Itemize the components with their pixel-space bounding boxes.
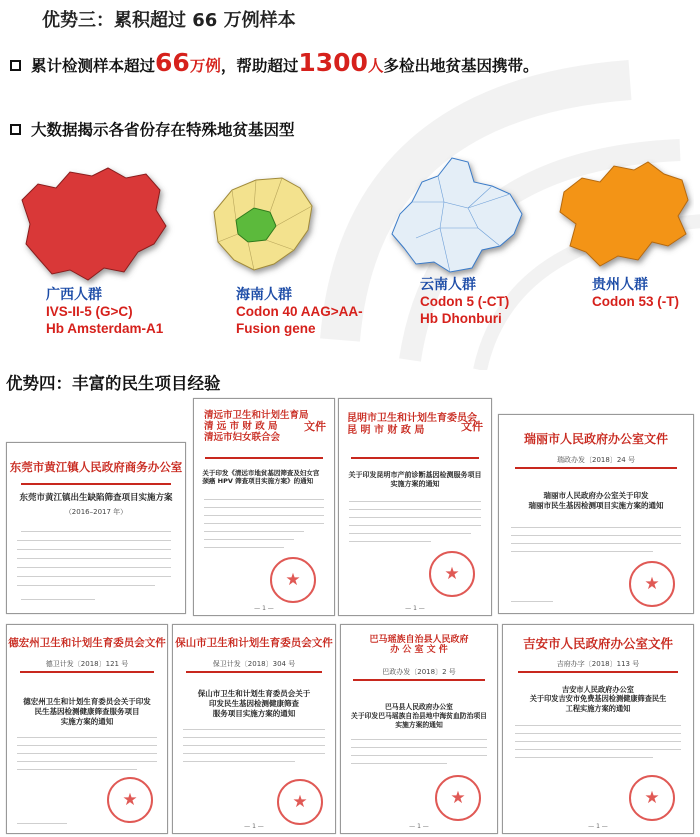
region-hainan-gene-1: Codon 40 AAG>AA- (236, 304, 363, 319)
document-rule (353, 679, 484, 681)
carriers-unit: 人 (367, 57, 384, 75)
document-title: 瑞丽市人民政府办公室关于印发 瑞丽市民生基因检测项目实施方案的通知 (528, 491, 664, 510)
yunnan-map (382, 152, 532, 280)
document-rule (518, 671, 678, 673)
document-header: 瑞丽市人民政府办公室文件 (523, 432, 668, 446)
document-kunming: 昆明市卫生和计划生育委员会 昆 明 市 财 政 局 文件 关于印发昆明市产前诊断基因检测服务项目实施方案的通知 ★ — 1 — (338, 398, 492, 616)
seal-icon (277, 779, 323, 825)
document-bama: 巴马瑶族自治县人民政府 办 公 室 文 件 巴政办发〔2018〕2 号 巴马县人民政府办公室 关于印发巴马瑶族自治县地中海贫血防治项目 实施方案的通知 ★ — 1 — (340, 624, 498, 834)
document-header: 昆明市卫生和计划生育委员会 昆 明 市 财 政 局 (347, 413, 477, 436)
document-tag: 文件 (304, 420, 326, 433)
document-dehong (6, 624, 168, 834)
document-rule (351, 457, 479, 459)
document-title: 关于印发昆明市产前诊断基因检测服务项目实施方案的通知 (348, 471, 482, 489)
document-rule (21, 483, 171, 485)
document-title: 德宏州卫生和计划生育委员会关于印发 民生基因检测健康筛查服务项目 实施方案的通知 (23, 697, 151, 726)
region-yunnan-gene-1: Codon 5 (-CT) (420, 294, 510, 309)
bullet-samples-mid: ，帮助超过 (220, 57, 299, 75)
region-yunnan-name: 云南人群 (420, 276, 476, 292)
guangxi-map (8, 160, 176, 288)
bullet-bigdata-text: 大数据揭示各省份存在特殊地贫基因型 (31, 121, 295, 139)
checkbox-bullet-icon (10, 60, 21, 71)
bullet-bigdata (10, 118, 295, 140)
document-rule (186, 671, 322, 673)
document-ruili (498, 414, 694, 614)
seal-icon (629, 561, 675, 607)
region-guangxi-name: 广西人群 (46, 286, 102, 302)
region-yunnan-gene-2: Hb Dhonburi (420, 311, 502, 326)
document-dongguan (6, 442, 186, 614)
region-yunnan (420, 276, 509, 327)
carriers-count: 1300 (298, 48, 368, 77)
guizhou-map (552, 152, 694, 274)
region-hainan (236, 286, 363, 337)
document-code: 吉府办字〔2018〕113 号 (556, 660, 640, 668)
document-header: 东莞市黄江镇人民政府商务办公室 (9, 460, 183, 474)
document-header: 德宏州卫生和计划生育委员会文件 (8, 637, 166, 649)
heading-advantage-4: 优势四：丰富的民生项目经验 (6, 374, 221, 393)
region-guizhou-name: 贵州人群 (592, 276, 648, 292)
hainan-map (196, 160, 326, 282)
region-guizhou-gene-1: Codon 53 (-T) (592, 294, 679, 309)
seal-icon (629, 775, 675, 821)
samples-unit: 万例 (189, 57, 221, 75)
document-rule (20, 671, 154, 673)
document-title: 关于印发《清远市地贫基因筛查及妇女宫颈癌 HPV 筛查项目实施方案》的通知 (202, 469, 320, 486)
document-code: 巴政办发〔2018〕2 号 (382, 668, 456, 676)
region-hainan-gene-2: Fusion gene (236, 321, 316, 336)
document-header: 保山市卫生和计划生育委员会文件 (175, 637, 333, 649)
document-qingyuan: 清远市卫生和计划生育局 清 远 市 财 政 局 清远市妇女联合会 文件 关于印发《清远市地贫基因筛查及妇女宫颈癌 HPV 筛查项目实施方案》的通知 ★ — 1 — (193, 398, 335, 616)
region-hainan-name: 海南人群 (236, 286, 292, 302)
document-header: 巴马瑶族自治县人民政府 办 公 室 文 件 (369, 635, 469, 656)
seal-icon (107, 777, 153, 823)
document-jian: 吉安市人民政府办公室文件 吉府办字〔2018〕113 号 吉安市人民政府办公室 关于印发吉安市免费基因检测健康筛查民生 工程实施方案的通知 ★ — 1 — (502, 624, 694, 834)
document-baoshan: 保山市卫生和计划生育委员会文件 保卫计发〔2018〕304 号 保山市卫生和计划生育委员会关于 印发民生基因检测健康筛查 服务项目实施方案的通知 ★ — 1 — (172, 624, 336, 834)
document-header: 吉安市人民政府办公室文件 (522, 636, 673, 651)
bullet-samples (10, 48, 538, 77)
checkbox-bullet-icon (10, 124, 21, 135)
document-title: 东莞市黄江镇出生缺陷筛查项目实施方案 (19, 493, 173, 503)
document-code: 保卫计发〔2018〕304 号 (212, 660, 296, 668)
region-guangxi-gene-1: IVS-II-5 (G>C) (46, 304, 133, 319)
bullet-samples-post: 多检出地贫基因携带。 (383, 57, 539, 75)
samples-count: 66 (155, 48, 190, 77)
seal-icon (270, 557, 316, 603)
document-title: 吉安市人民政府办公室 关于印发吉安市免费基因检测健康筛查民生 工程实施方案的通知 (529, 685, 667, 713)
document-header: 清远市卫生和计划生育局 清 远 市 财 政 局 清远市妇女联合会 (204, 410, 309, 443)
document-code: 德卫计发〔2018〕121 号 (45, 660, 129, 668)
region-guangxi (46, 286, 163, 337)
document-rule (515, 467, 678, 469)
region-guizhou (592, 276, 679, 310)
heading-advantage-3: 优势三：累积超过 66 万例样本 (42, 10, 296, 31)
bullet-samples-pre: 累计检测样本超过 (31, 57, 156, 75)
region-guangxi-gene-2: Hb Amsterdam-A1 (46, 321, 164, 336)
document-subtitle: （2016–2017 年） (64, 508, 128, 516)
document-rule (205, 457, 323, 459)
seal-icon (429, 551, 475, 597)
document-title: 保山市卫生和计划生育委员会关于 印发民生基因检测健康筛查 服务项目实施方案的通知 (197, 689, 311, 718)
document-code: 瑞政办发〔2018〕24 号 (557, 456, 635, 464)
document-title: 巴马县人民政府办公室 关于印发巴马瑶族自治县地中海贫血防治项目 实施方案的通知 (351, 703, 487, 729)
document-tag: 文件 (461, 420, 483, 433)
seal-icon (435, 775, 481, 821)
